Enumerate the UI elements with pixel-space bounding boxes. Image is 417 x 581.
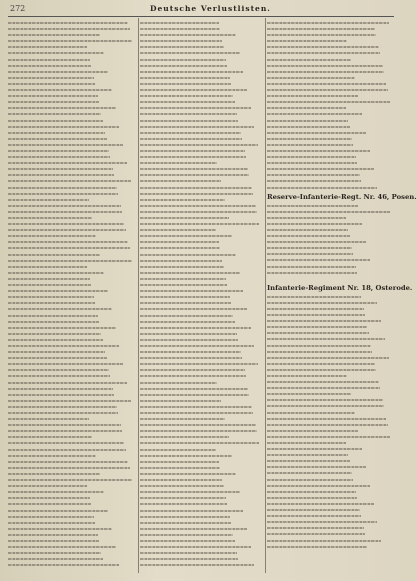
- text-line: [140, 562, 263, 568]
- column-divider: [265, 18, 266, 573]
- page-number: 272: [10, 4, 26, 13]
- column-divider: [138, 18, 139, 573]
- column-left: [8, 20, 136, 575]
- text-line: [267, 270, 394, 276]
- text-line: [267, 544, 394, 550]
- section-heading: Reserve-Infanterie-Regt. Nr. 46, Posen.: [267, 192, 417, 201]
- section-heading: Infanterie-Regiment Nr. 18, Osterode.: [267, 283, 413, 292]
- text-line: [267, 185, 394, 191]
- text-line: [8, 562, 136, 568]
- header-rule: [8, 16, 394, 17]
- running-title: Deutsche Verlustlisten.: [150, 4, 271, 13]
- column-right: [267, 20, 417, 575]
- column-middle: [140, 20, 263, 575]
